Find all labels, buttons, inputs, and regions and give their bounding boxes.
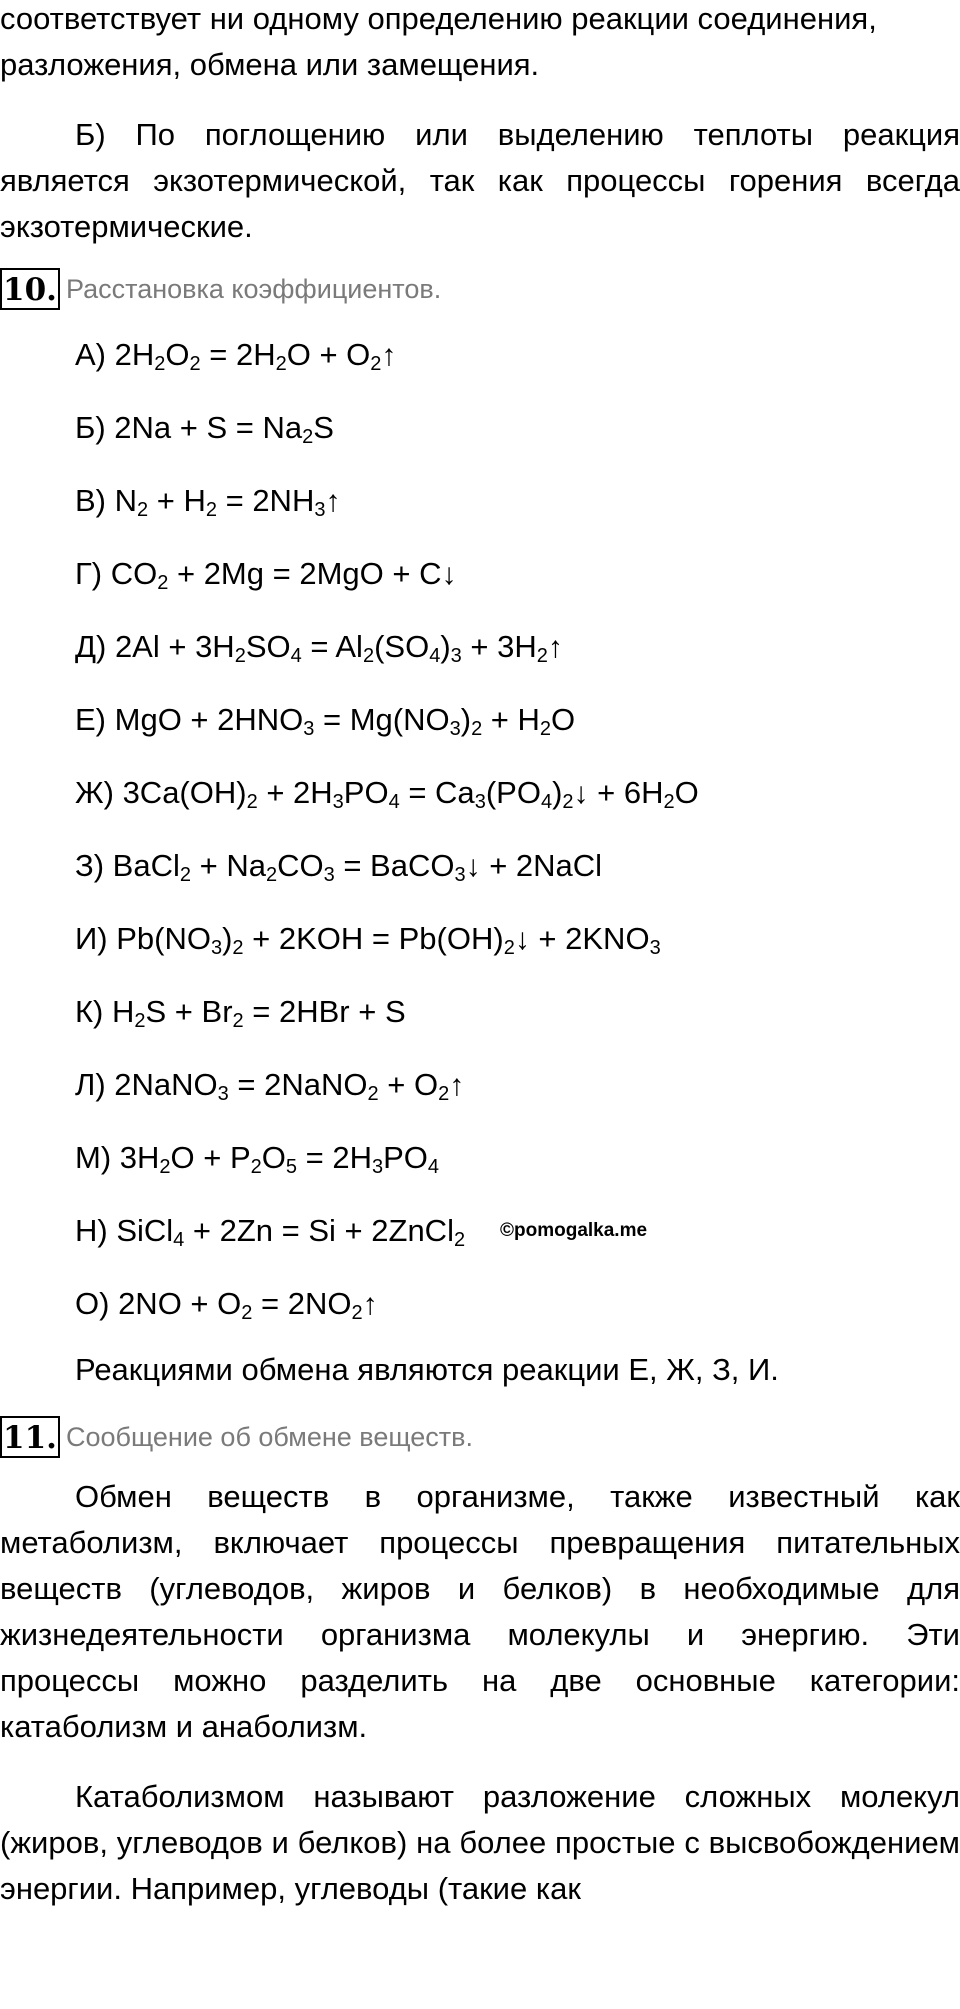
equation-label: Л) xyxy=(75,1067,115,1102)
equation-item xyxy=(75,318,960,391)
subscript: 2 xyxy=(241,1302,253,1324)
formula-text: 2H xyxy=(114,337,155,372)
subscript: 3 xyxy=(474,791,486,813)
equation-item xyxy=(75,1121,960,1194)
formula-text: 3Ca(OH) xyxy=(122,775,247,810)
subscript: 3 xyxy=(323,864,335,886)
formula-text: SO xyxy=(245,629,291,664)
equation-label: А) xyxy=(75,337,115,372)
formula-text: = 2NaNO xyxy=(228,1067,368,1102)
subscript: 2 xyxy=(157,572,169,594)
formula-text: S xyxy=(313,410,334,445)
subscript: 2 xyxy=(536,645,548,667)
formula-text: + 3H xyxy=(461,629,537,664)
subscript: 2 xyxy=(370,353,382,375)
formula-text: ) xyxy=(222,921,233,956)
formula-text: O xyxy=(551,702,576,737)
subscript: 5 xyxy=(285,1156,298,1178)
equation-formula xyxy=(116,1213,466,1251)
task-number-badge: 10. xyxy=(0,268,60,310)
formula-text: SiCl xyxy=(116,1213,174,1248)
equation-list xyxy=(0,318,960,1340)
formula-text: = 2NH xyxy=(216,483,315,518)
equation-label: Е) xyxy=(75,702,115,737)
equation-label: М) xyxy=(75,1140,120,1175)
formula-text: 2Na + S = Na xyxy=(114,410,303,445)
formula-text: O xyxy=(674,775,699,810)
subscript: 2 xyxy=(438,1083,450,1105)
equation-formula xyxy=(112,848,603,886)
equation-formula xyxy=(114,702,576,740)
equation-item xyxy=(75,829,960,902)
equation-formula xyxy=(112,994,406,1032)
formula-text: + 2NaCl xyxy=(480,848,603,883)
subscript: 2 xyxy=(154,353,166,375)
formula-text: CO xyxy=(110,556,158,591)
subscript: 4 xyxy=(173,1229,185,1251)
subscript: 2 xyxy=(453,1229,466,1251)
subscript: 4 xyxy=(429,645,441,667)
intro-text xyxy=(0,0,960,88)
subscript: 2 xyxy=(205,499,217,521)
subscript: 3 xyxy=(454,864,466,886)
equation-label: Н) xyxy=(75,1213,117,1248)
equation-label: К) xyxy=(75,994,112,1029)
subscript: 3 xyxy=(303,718,315,740)
metabolism-paragraph: Обмен веществ в организме, также известный как метаболизм, включает процессы превращения питательных веществ (углеводов, жиров и белков) в необходимые для жизнедеятельности организма молекулы и энергию. Эти процессы можно разделить на две основные категории: катаболизм и анаболизм. xyxy=(0,1479,960,1744)
equation-formula xyxy=(114,483,341,521)
subscript: 3 xyxy=(450,645,462,667)
subscript: 4 xyxy=(540,791,553,813)
equation-item xyxy=(75,1267,960,1340)
subscript: 2 xyxy=(275,353,287,375)
equation-formula xyxy=(118,1286,378,1324)
spacer xyxy=(0,1750,960,1774)
formula-text: ) xyxy=(440,629,451,664)
formula-text: PO xyxy=(343,775,389,810)
task-10-header xyxy=(0,264,960,314)
subscript: 2 xyxy=(503,937,515,959)
subscript: 2 xyxy=(250,1156,262,1178)
subscript: 2 xyxy=(137,499,149,521)
formula-text: (SO xyxy=(374,629,430,664)
equation-formula xyxy=(114,410,334,448)
subscript: 2 xyxy=(159,1156,171,1178)
formula-text: + 2Mg = 2MgO + C xyxy=(168,556,442,591)
equation-item xyxy=(75,902,960,975)
subscript: 3 xyxy=(449,718,461,740)
subscript: 2 xyxy=(232,937,244,959)
subscript: 2 xyxy=(539,718,552,740)
formula-text: H xyxy=(112,994,135,1029)
spacer xyxy=(0,250,960,264)
subscript: 2 xyxy=(471,718,483,740)
precipitate-arrow-down-icon: ↓ xyxy=(573,777,589,810)
formula-text: (PO xyxy=(485,775,541,810)
intro-line-2: разложения, обмена или замещения. xyxy=(0,47,540,82)
precipitate-arrow-down-icon: ↓ xyxy=(465,850,481,883)
equation-formula xyxy=(110,556,457,594)
spacer xyxy=(0,88,960,112)
subscript: 3 xyxy=(649,937,661,959)
subscript: 2 xyxy=(234,645,246,667)
equation-label: З) xyxy=(75,848,113,883)
spacer xyxy=(0,1462,960,1474)
formula-text: = Al xyxy=(301,629,363,664)
subscript: 3 xyxy=(217,1083,229,1105)
formula-text: = 2NO xyxy=(252,1286,352,1321)
subscript: 3 xyxy=(372,1156,384,1178)
formula-text: O xyxy=(165,337,190,372)
gas-arrow-up-icon: ↑ xyxy=(325,485,341,518)
formula-text: 3H xyxy=(119,1140,160,1175)
formula-text: 2NaNO xyxy=(114,1067,218,1102)
formula-text: O + O xyxy=(286,337,371,372)
formula-text: + 2KNO xyxy=(529,921,650,956)
subscript: 2 xyxy=(362,645,375,667)
subscript: 2 xyxy=(562,791,574,813)
subscript: 2 xyxy=(302,426,314,448)
gas-arrow-up-icon: ↑ xyxy=(547,631,563,664)
formula-text: = 2H xyxy=(200,337,276,372)
equation-item xyxy=(75,464,960,537)
formula-text: + 2H xyxy=(257,775,333,810)
formula-text: + 6H xyxy=(588,775,664,810)
task-11-header xyxy=(0,1412,960,1462)
formula-text: + H xyxy=(482,702,540,737)
watermark: ©pomogalka.me xyxy=(500,1220,648,1241)
formula-text: 2NO + O xyxy=(118,1286,242,1321)
formula-text: = 2H xyxy=(297,1140,372,1175)
subscript: 3 xyxy=(314,499,326,521)
answer-b-paragraph: Б) По поглощению или выделению теплоты реакция является экзотермической, так как процессы горения всегда экзотермические. xyxy=(0,117,960,244)
equation-item xyxy=(75,1048,960,1121)
formula-text: MgO + 2HNO xyxy=(114,702,304,737)
subscript: 4 xyxy=(290,645,302,667)
subscript: 2 xyxy=(351,1302,363,1324)
subscript: 2 xyxy=(265,864,278,886)
subscript: 2 xyxy=(232,1010,244,1032)
formula-text: = Mg(NO xyxy=(314,702,450,737)
equation-formula xyxy=(114,629,563,667)
equation-item xyxy=(75,1194,960,1267)
equation-item xyxy=(75,975,960,1048)
subscript: 2 xyxy=(246,791,258,813)
subscript: 2 xyxy=(134,1010,146,1032)
subscript: 4 xyxy=(427,1156,440,1178)
gas-arrow-up-icon: ↑ xyxy=(381,339,397,372)
equation-formula xyxy=(114,1067,465,1105)
formula-text: 2Al + 3H xyxy=(114,629,235,664)
catabolism-paragraph: Катаболизмом называют разложение сложных молекул (жиров, углеводов и белков) на более простые с высвобождением энергии. Например, углеводы (такие как xyxy=(0,1779,960,1906)
formula-text: + 2KOH = Pb(OH) xyxy=(243,921,504,956)
formula-text: BaCl xyxy=(112,848,180,883)
formula-text: = 2HBr + S xyxy=(243,994,406,1029)
formula-text: = Ca xyxy=(399,775,475,810)
equation-item xyxy=(75,683,960,756)
equation-item xyxy=(75,756,960,829)
equation-label: Д) xyxy=(75,629,115,664)
subscript: 3 xyxy=(332,791,344,813)
precipitate-arrow-down-icon: ↓ xyxy=(441,558,457,591)
formula-text: + 2Zn = Si + 2ZnCl xyxy=(184,1213,454,1248)
equation-formula xyxy=(116,921,661,959)
formula-text: N xyxy=(114,483,138,518)
equation-formula xyxy=(114,337,397,375)
equation-formula xyxy=(119,1140,440,1178)
subscript: 3 xyxy=(210,937,223,959)
task-title: Сообщение об обмене веществ. xyxy=(66,1422,474,1452)
equation-formula xyxy=(122,775,699,813)
intro-line-1: соответствует ни одному определению реакции соединения, xyxy=(0,1,877,36)
gas-arrow-up-icon: ↑ xyxy=(449,1069,465,1102)
subscript: 2 xyxy=(367,1083,379,1105)
subscript: 2 xyxy=(189,353,201,375)
equation-label: Б) xyxy=(75,410,115,445)
formula-text: + Na xyxy=(191,848,266,883)
formula-text: ) xyxy=(460,702,472,737)
equation-label: О) xyxy=(75,1286,119,1321)
equation-item xyxy=(75,610,960,683)
subscript: 2 xyxy=(179,864,191,886)
formula-text: O xyxy=(261,1140,286,1175)
formula-text: + O xyxy=(378,1067,439,1102)
formula-text: PO xyxy=(383,1140,428,1175)
formula-text: Pb(NO xyxy=(116,921,211,956)
formula-text: O + P xyxy=(170,1140,251,1175)
subscript: 2 xyxy=(663,791,675,813)
task-title: Расстановка коэффициентов. xyxy=(66,274,442,304)
equation-label: В) xyxy=(75,483,115,518)
gas-arrow-up-icon: ↑ xyxy=(362,1288,378,1321)
formula-text: ) xyxy=(552,775,563,810)
equation-item xyxy=(75,537,960,610)
task-number-badge: 11. xyxy=(0,1416,60,1458)
equation-item xyxy=(75,391,960,464)
subscript: 4 xyxy=(388,791,400,813)
equation-label: Г) xyxy=(75,556,111,591)
equation-label: Ж) xyxy=(75,775,123,810)
spacer xyxy=(0,1400,960,1412)
formula-text: = BaCO xyxy=(334,848,455,883)
formula-text: + H xyxy=(148,483,206,518)
formula-text: CO xyxy=(277,848,324,883)
precipitate-arrow-down-icon: ↓ xyxy=(514,923,530,956)
conclusion-text: Реакциями обмена являются реакции Е, Ж, З, И. xyxy=(75,1352,779,1387)
formula-text: S + Br xyxy=(145,994,233,1029)
equation-label: И) xyxy=(75,921,117,956)
